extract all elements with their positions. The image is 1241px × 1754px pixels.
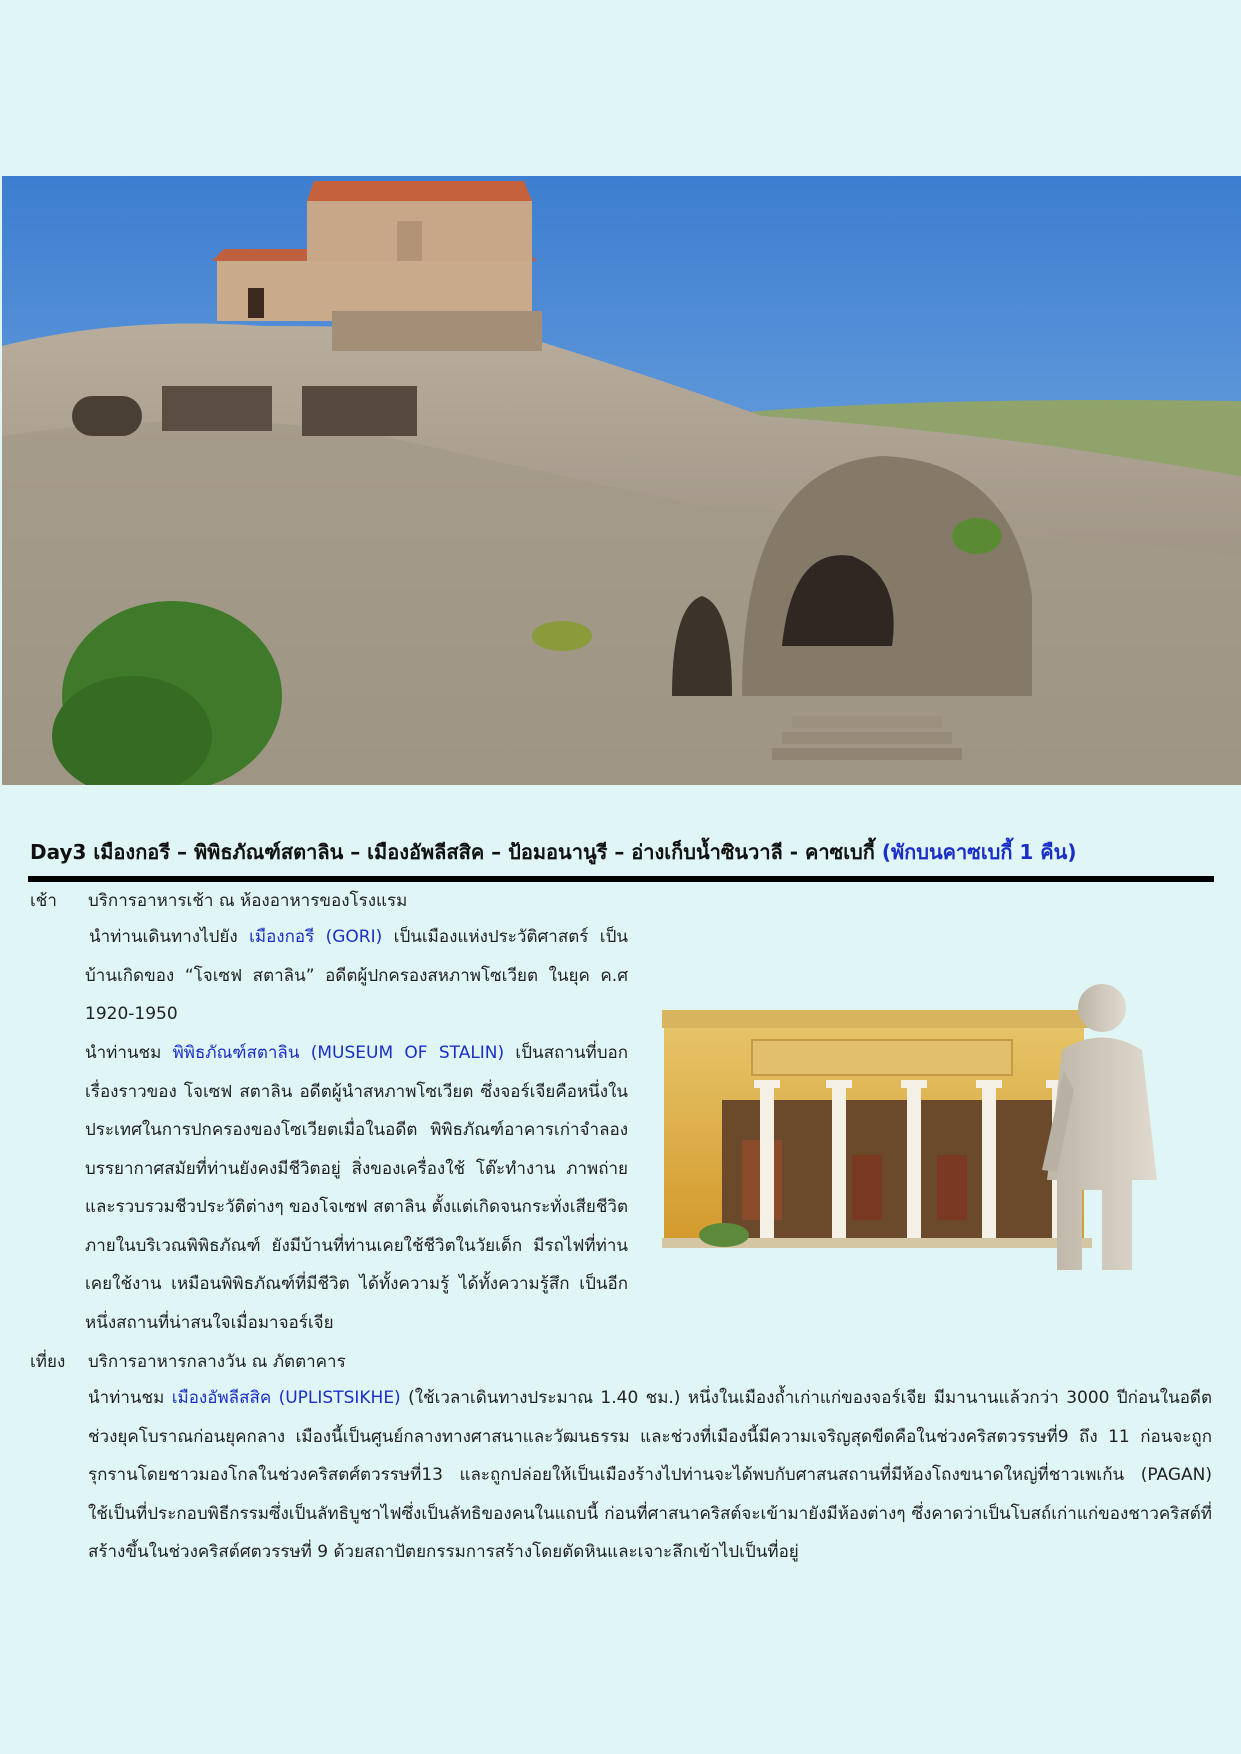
- gori-rest: เป็นเมืองแห่งประวัติศาสตร์ เป็นบ้านเกิดของ “โจเซฟ สตาลิน” อดีตผู้ปกครองสหภาพโซเวียต ในยุค ค.ศ 1920-1950: [85, 927, 628, 1024]
- gori-lead: นำท่านเดินทางไปยัง: [89, 927, 250, 947]
- gori-paragraph: [85, 918, 628, 1034]
- gori-name: เมืองกอรี (GORI): [249, 927, 383, 947]
- breakfast-label: เช้า: [30, 891, 57, 911]
- title-divider: [28, 876, 1214, 882]
- museum-lead: นำท่านชม: [85, 1043, 173, 1063]
- uplistsikhe-paragraph: [88, 1379, 1212, 1572]
- lunch-label: เที่ยง: [30, 1352, 66, 1372]
- day-title: [30, 836, 1220, 868]
- breakfast-text: บริการอาหารเช้า ณ ห้องอาหารของโรงแรม: [88, 891, 408, 911]
- uplistsikhe-rest: (ใช้เวลาเดินทางประมาณ 1.40 ชม.) หนึ่งในเมืองถ้ำเก่าแก่ของจอร์เจีย มีมานานแล้วกว่า 3000 ปีก่อนในอดีตช่วงยุคโบราณก่อนยุคกลาง เมืองนี้เป็นศูนย์กลางทางศาสนาและวัฒนธรรม และช่วงที่เมืองนี้มีความเจริญสุดขีดคือในช่วงคริสตวรรษที่9 ถึง 11 ก่อนจะถูกรุกรานโดยชาวมองโกลในช่วงคริสตศ์ตวรรษที่13 และถูกปล่อยให้เป็นเมืองร้างไปท่านจะได้พบกับศาสนสถานที่มีห้องโถงขนาดใหญ่ที่ชาวเพเก้น (PAGAN) ใช้เป็นที่ประกอบพิธีกรรมซึ่งเป็นลัทธิบูชาไฟซึ่งเป็นลัทธิของคนในแถบนี้ ก่อนที่ศาสนาคริสต์จะเข้ามายังมีห้องต่างๆ ซึ่งคาดว่าเป็นโบสถ์เก่าแก่ของชาวคริสต์ที่สร้างขึ้นในช่วงคริสต์ศตวรรษที่ 9 ด้วยสถาปัตยกรรมการสร้างโดยตัดหินและเจาะลึกเข้าไปเป็นที่อยู่: [88, 1388, 1212, 1562]
- day-title-stay: (พักบนคาซเบกี้ 1 คืน): [881, 840, 1077, 864]
- hero-photo-uplistsikhe: [2, 176, 1241, 785]
- day-title-route: Day3 เมืองกอรี – พิพิธภัณฑ์สตาลิน – เมืองอัพลีสสิค – ป้อมอนานูรี – อ่างเก็บน้ำซินวาลี - คาซเบกี้: [30, 840, 882, 864]
- uplistsikhe-lead: นำท่านชม: [88, 1388, 172, 1408]
- museum-name: พิพิธภัณฑ์สตาลิน (MUSEUM OF STALIN): [172, 1043, 505, 1063]
- lunch-text: บริการอาหารกลางวัน ณ ภัตตาคาร: [88, 1352, 346, 1372]
- museum-paragraph: [85, 1034, 628, 1342]
- museum-photo-stalin: [662, 980, 1187, 1270]
- uplistsikhe-name: เมืองอัพลีสสิค (UPLISTSIKHE): [171, 1388, 401, 1408]
- museum-rest: เป็นสถานที่บอกเรื่องราวของ โจเซฟ สตาลิน อดีตผู้นำสหภาพโซเวียต ซึ่งจอร์เจียคือหนึ่งในประเทศในการปกครองของโซเวียตเมื่อในอดีต พิพิธภัณฑ์อาคารเก่าจำลองบรรยากาศสมัยที่ท่านยังคงมีชีวิตอยู่ สิ่งของเครื่องใช้ โต๊ะทำงาน ภาพถ่าย และรวบรวมชีวประวัติต่างๆ ของโจเซฟ สตาลิน ตั้งแต่เกิดจนกระทั่งเสียชีวิต ภายในบริเวณพิพิธภัณฑ์ ยังมีบ้านที่ท่านเคยใช้ชีวิตในวัยเด็ก มีรถไฟที่ท่านเคยใช้งาน เหมือนพิพิธภัณฑ์ที่มีชีวิต ได้ทั้งความรู้ ได้ทั้งความรู้สึก เป็นอีกหนึ่งสถานที่น่าสนใจเมื่อมาจอร์เจีย: [85, 1043, 628, 1333]
